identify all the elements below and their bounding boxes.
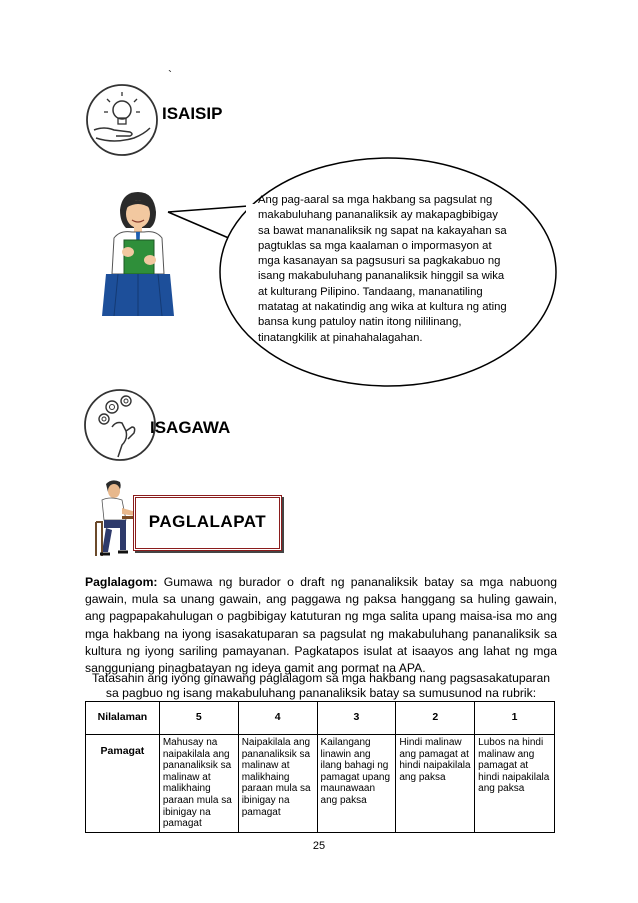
rubric-header-row (86, 702, 555, 735)
rubric-cell: Mahusay na naipakilala ang pananaliksik sa malinaw at malikhaing paraan mula sa ibinigay na pamagat (159, 735, 238, 833)
stray-mark: ` (168, 68, 172, 82)
rubric-table (85, 701, 555, 833)
rubric-cell: Naipakilala ang pananaliksik sa malinaw at malikhaing paraan mula sa ibinigay na pamagat (238, 735, 317, 833)
rubric-header-cell: 2 (396, 702, 475, 735)
rubric-header-cell: 4 (238, 702, 317, 735)
rubric-criterion: Pamagat (86, 735, 160, 833)
assessment-note: Tatasahin ang iyong ginawang paglalagom sa mga hakbang nang pagsasakatuparan sa pagbuo ng isang makabuluhang pananaliksik batay sa sumusunod na rubrik: (91, 671, 551, 700)
rubric-row (86, 735, 555, 833)
paglalapat-banner (133, 495, 282, 551)
rubric-header-cell: 3 (317, 702, 396, 735)
rubric-cell: Hindi malinaw ang pamagat at hindi naipakilala ang paksa (396, 735, 475, 833)
rubric-header-cell: 5 (159, 702, 238, 735)
instructions-body: Gumawa ng burador o draft ng pananaliksik batay sa mga nabuong gawain, mula sa unang gawain, ang paggawa ng paksa hanggang sa huling gawain, ang pagpapakahulugan o pagbibigay katuturan ng mga salita upang maisa-isa mo ang mga hakbang na iyong isasakatuparan sa pagsulat ng makabuluhang pananaliksik sa kultura ng iyong sariling pamayanan. Pagkatapos isulat at isaayos ang lahat ng mga sangguniang pinagbatayan ng ideya gamit ang pormat na APA. (85, 575, 557, 676)
student-girl-illustration (98, 190, 178, 318)
paglalapat-label: PAGLALAPAT (148, 512, 267, 531)
isaisip-bubble-text: Ang pag-aaral sa mga hakbang sa pagsulat ng makabuluhang pananaliksik ay makapagbibigay sa bawat mananaliksik ng sapat na kakayahan sa pagtuklas sa mga kaalaman o impormasyon at mga kasanayan sa pagsusuri sa pagkakabuo ng isang makabuluhang pananaliksik hinggil sa wika at kulturang Pilipino. Tandaang, mananatiling matatag at nakatindig ang wika at kultura ng ating bansa kung patuloy natin itong nililinang, tinatangkilik at pinahahalagahan. (258, 194, 507, 344)
rubric-header-cell: Nilalaman (86, 702, 160, 735)
gears-hand-icon (82, 387, 158, 463)
isagawa-title: ISAGAWA (150, 418, 231, 437)
rubric-cell: Lubos na hindi malinaw ang pamagat at hindi naipakilala ang paksa (475, 735, 555, 833)
paglalagom-instructions (85, 574, 557, 677)
isaisip-title: ISAISIP (162, 104, 223, 123)
instructions-lead: Paglalagom: (85, 575, 158, 589)
rubric-header-cell: 1 (475, 702, 555, 735)
rubric-cell: Kailangang linawin ang ilang bahagi ng pamagat upang maunawaan ang paksa (317, 735, 396, 833)
page-number: 25 (312, 840, 326, 852)
